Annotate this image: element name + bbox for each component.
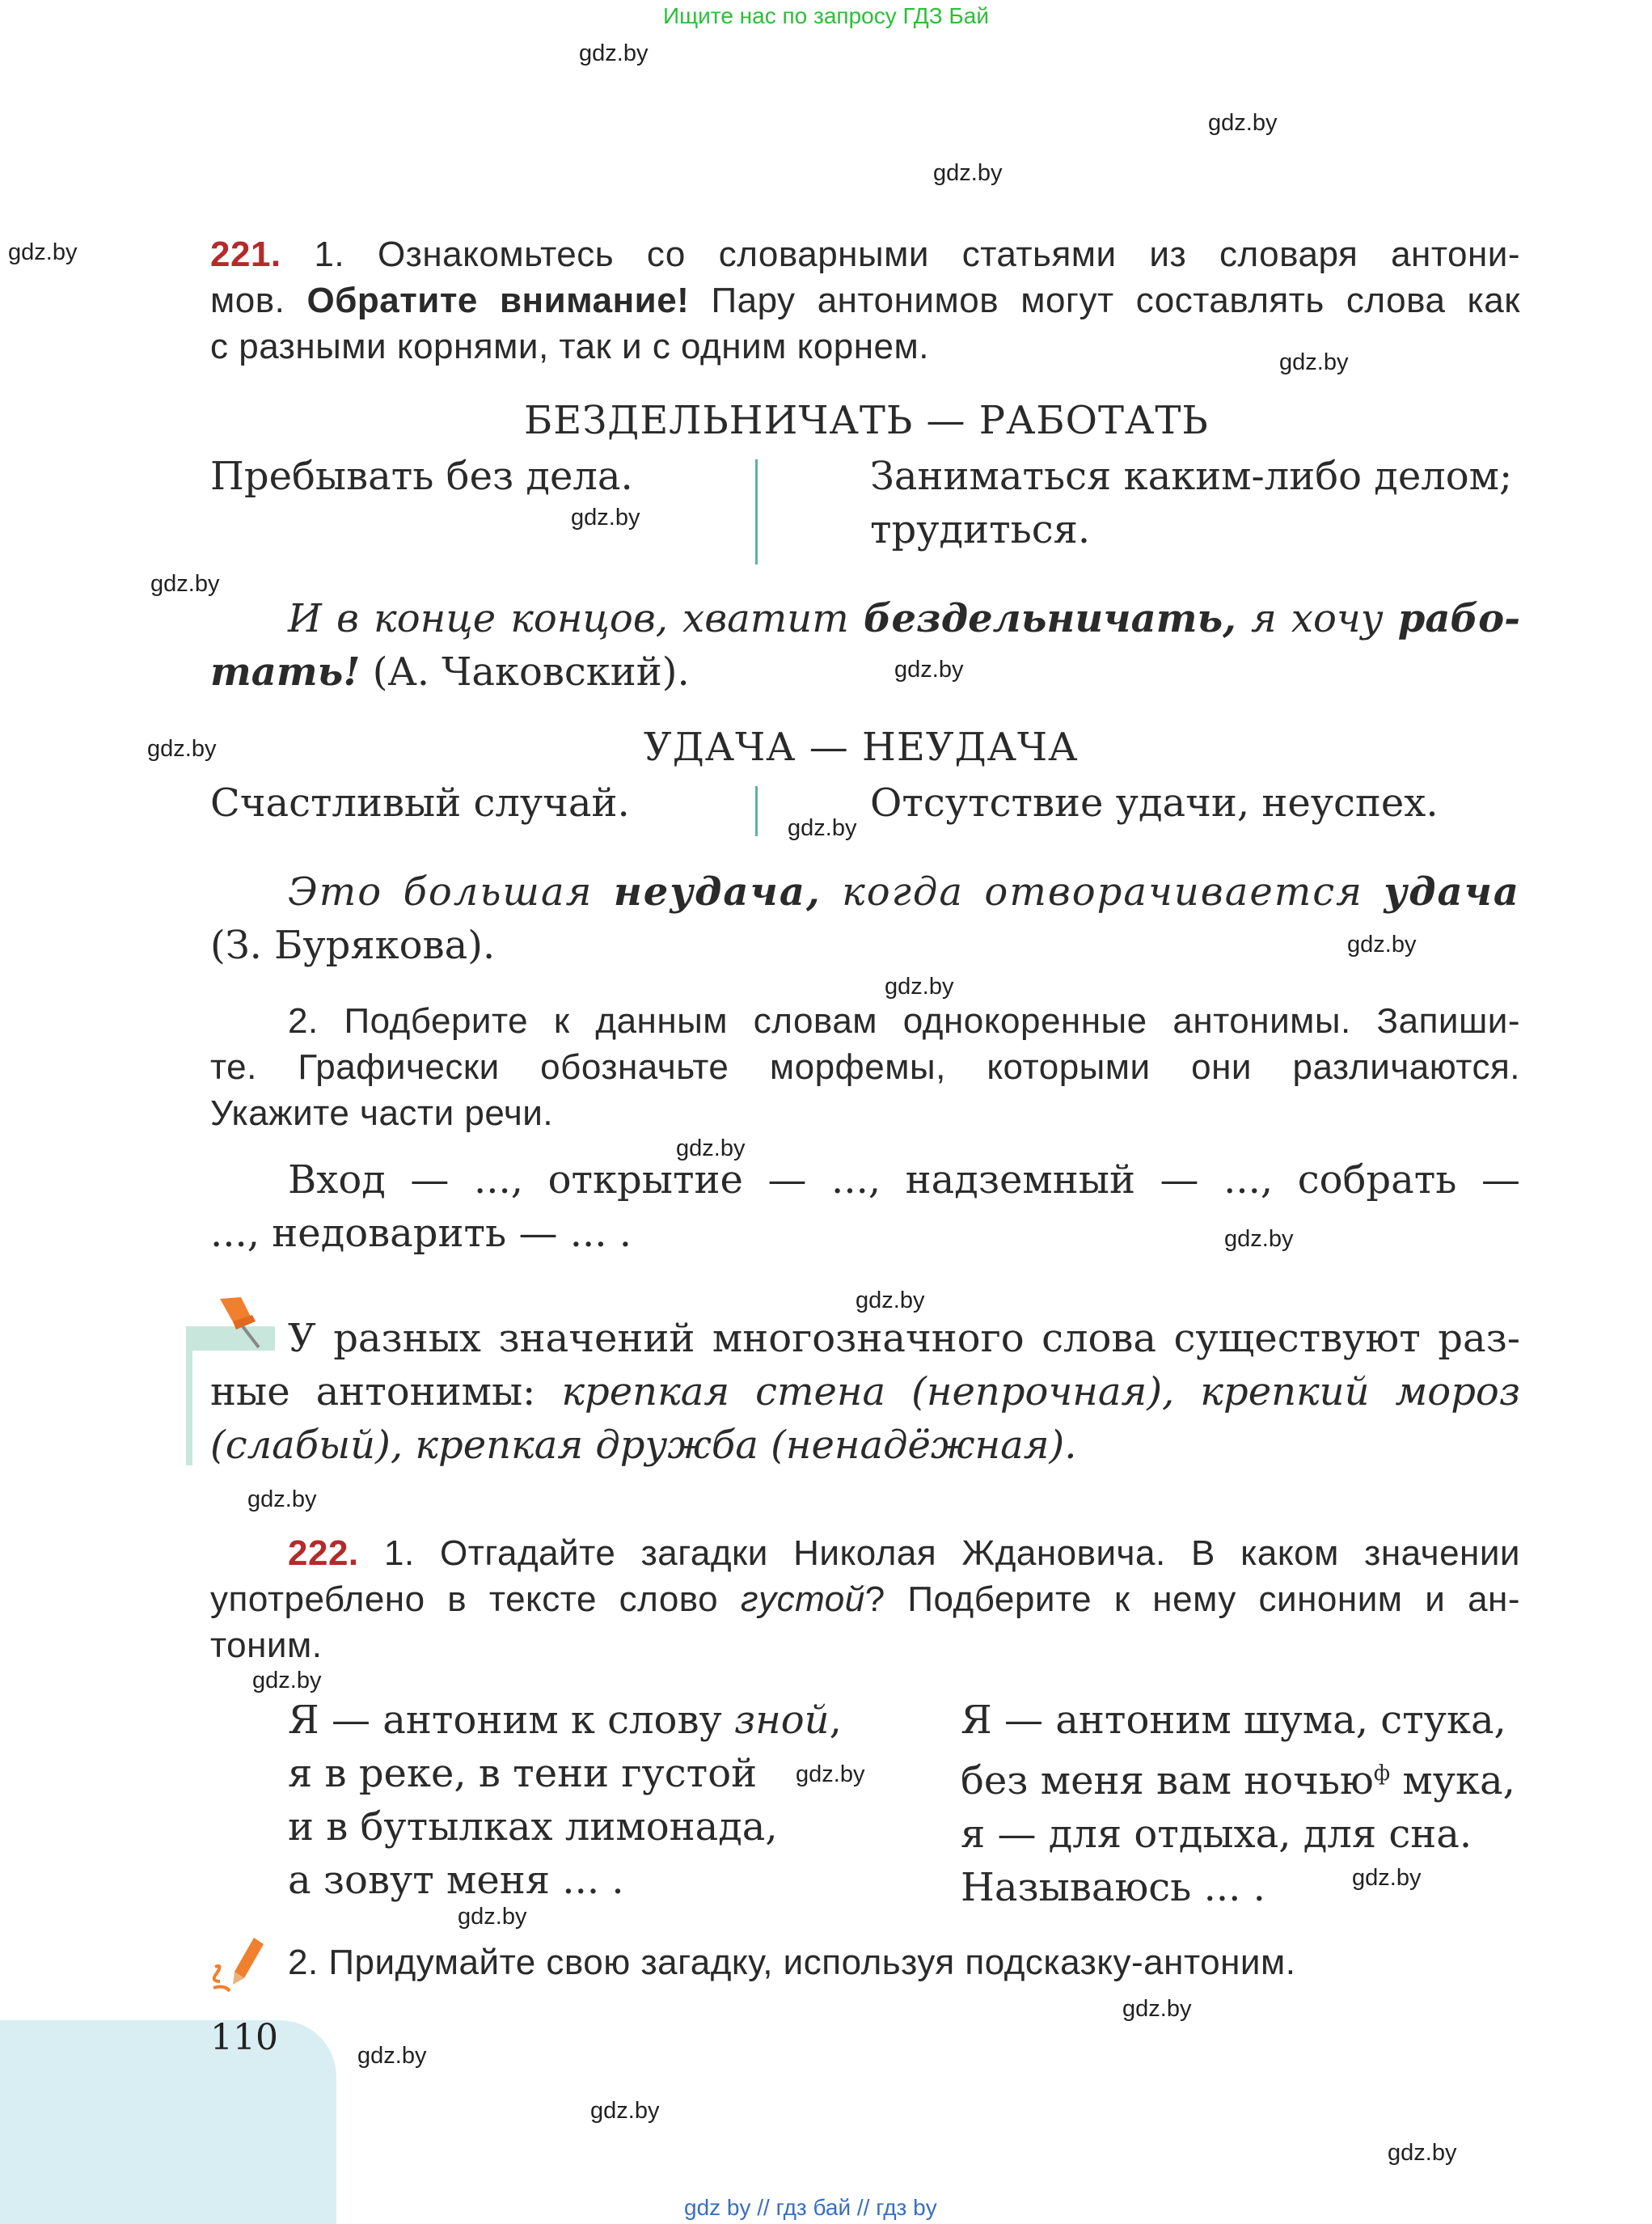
watermark: gdz.by: [856, 1287, 925, 1313]
example-keyword: удача: [1384, 869, 1520, 915]
riddle-text: Я — антоним к слову: [288, 1698, 722, 1743]
watermark: gdz.by: [1224, 1226, 1294, 1252]
watermark: gdz.by: [247, 1486, 317, 1512]
riddle-line: а зовут меня ... .: [288, 1858, 624, 1903]
rule-line: [210, 1365, 1520, 1419]
watermark: gdz.by: [150, 571, 220, 597]
rule-text: [210, 1312, 1520, 1472]
example-keyword: бездельничать,: [863, 596, 1236, 641]
task-222-instructions: [210, 1530, 1520, 1668]
example-text: Это большая: [288, 869, 594, 915]
riddle-line: Называюсь ... .: [961, 1865, 1265, 1910]
rule-line: У разных значений многозначного слова существуют раз-: [288, 1316, 1520, 1361]
watermark: gdz.by: [1279, 349, 1349, 375]
watermark: gdz.by: [894, 657, 964, 683]
entry-heading: БЕЗДЕЛЬНИЧАТЬ — РАБОТАТЬ: [524, 398, 1209, 443]
example-line: [210, 865, 1520, 919]
entry-example: [210, 592, 1520, 699]
riddle-line: я — для отдыха, для сна.: [961, 1812, 1472, 1857]
step-line: Укажите части речи.: [210, 1093, 554, 1133]
step-line: 2. Подберите к данным словам однокоренные антонимы. Запиши-: [288, 1001, 1520, 1041]
example-keyword: рабо-: [1397, 596, 1521, 641]
task-222-line-2: [210, 1576, 1520, 1622]
example-keyword: тать!: [210, 649, 361, 695]
pencil-icon: [207, 1931, 272, 1996]
entry-left-definition: Пребывать без дела.: [210, 454, 633, 499]
task-text: употреблено в тексте слово: [210, 1579, 719, 1619]
task-221-line-3: с разными корнями, так и с одним корнем.: [210, 327, 929, 366]
watermark: gdz.by: [788, 815, 857, 841]
task-text: Пару антонимов могут составлять слова как: [711, 281, 1520, 320]
task-text: ? Подберите к нему синоним и ан-: [864, 1579, 1521, 1619]
example-text: И в конце концов, хватит: [288, 596, 849, 641]
example-line: [210, 645, 1520, 699]
task-222-line-1: [210, 1530, 1520, 1576]
entry-divider: [755, 786, 758, 836]
riddle-line: и в бутылках лимонада,: [288, 1804, 778, 1850]
watermark: gdz.by: [579, 40, 649, 66]
riddle-text: без меня вам ночью: [961, 1758, 1374, 1803]
task-221-line-2: [210, 277, 1520, 323]
riddle-line: Я — антоним шума, стука,: [961, 1698, 1506, 1743]
watermark: gdz.by: [571, 505, 640, 531]
word-list-line: Вход — ..., открытие — ..., надземный — ..., собрать —: [288, 1157, 1520, 1203]
entry-divider: [755, 459, 758, 564]
highlighted-word: густой: [740, 1579, 865, 1619]
example-text: когда отворачивается: [842, 869, 1363, 915]
watermark: gdz.by: [933, 160, 1003, 186]
task-221-line-1: [210, 231, 1520, 277]
riddle-right: [961, 1693, 1515, 1914]
page-number: 110: [210, 2017, 278, 2058]
example-keyword: неудача,: [613, 869, 822, 915]
task-text: 1. Ознакомьтесь со словарными статьями из словаря антони-: [314, 235, 1520, 274]
task-221-instructions: [210, 231, 1520, 370]
definition-line: Заниматься каким-либо делом;: [870, 454, 1513, 499]
footer-links[interactable]: gdz by // гдз бай // гдз by: [684, 2195, 937, 2220]
watermark: gdz.by: [252, 1668, 322, 1693]
watermark: gdz.by: [1122, 1996, 1192, 2022]
task-222-line-3: тоним.: [210, 1626, 323, 1665]
task-222-step-2: 2. Придумайте свою загадку, используя подсказку-антоним.: [288, 1943, 1296, 1982]
riddle-text: мука,: [1390, 1758, 1515, 1803]
rule-examples: крепкая стена (непрочная), крепкий мороз: [561, 1369, 1520, 1414]
page-corner-tab: [0, 2020, 336, 2224]
example-line: [210, 592, 1520, 645]
riddle-line: [961, 1747, 1515, 1808]
riddle-left: [288, 1693, 842, 1907]
entry-right-definition: Отсутствие удачи, неуспех.: [870, 780, 1439, 826]
riddle-punct: ,: [829, 1698, 842, 1743]
entry-heading: УДАЧА — НЕУДАЧА: [644, 725, 1079, 770]
example-text: я хочу: [1251, 596, 1384, 641]
watermark: gdz.by: [1352, 1865, 1422, 1891]
rule-text-plain: ные антонимы:: [210, 1369, 536, 1414]
watermark: gdz.by: [357, 2043, 427, 2069]
task-number: 222.: [288, 1533, 359, 1573]
riddle-keyword: зной: [733, 1698, 830, 1743]
rule-line: (слабый), крепкая дружба (ненадёжная).: [210, 1423, 1077, 1468]
entry-left-definition: Счастливый случай.: [210, 780, 630, 826]
watermark: gdz.by: [796, 1761, 865, 1787]
riddle-line: [288, 1693, 842, 1747]
definition-line: трудиться.: [870, 507, 1091, 552]
task-number: 221.: [210, 235, 281, 274]
watermark: gdz.by: [147, 736, 217, 762]
task-221-step-2: [210, 998, 1520, 1136]
watermark: gdz.by: [1388, 2140, 1457, 2166]
entry-right-definition: [870, 450, 1533, 556]
watermark: gdz.by: [1208, 110, 1278, 136]
watermark: gdz.by: [8, 239, 78, 265]
word-list: [210, 1153, 1520, 1260]
word-list-line: ..., недоварить — ... .: [210, 1211, 632, 1256]
watermark: gdz.by: [458, 1904, 527, 1930]
riddle-line: я в реке, в тени густой: [288, 1751, 758, 1796]
watermark: gdz.by: [1347, 932, 1417, 958]
top-banner[interactable]: Ищите нас по запросу ГДЗ Бай: [663, 3, 990, 28]
watermark: gdz.by: [590, 2098, 660, 2124]
example-author: (А. Чаковский).: [372, 649, 690, 695]
step-line: те. Графически обозначьте морфемы, которыми они различаются.: [210, 1047, 1520, 1087]
watermark: gdz.by: [885, 974, 954, 1000]
task-text: мов.: [210, 281, 285, 320]
footnote-mark: ф: [1373, 1761, 1391, 1786]
example-author: (З. Бурякова).: [210, 923, 496, 968]
entry-example: [210, 865, 1520, 972]
emphasis-label: Обратите внимание!: [306, 281, 690, 320]
task-text: 1. Отгадайте загадки Николая Ждановича. В каком значении: [383, 1533, 1520, 1573]
watermark: gdz.by: [676, 1135, 746, 1161]
